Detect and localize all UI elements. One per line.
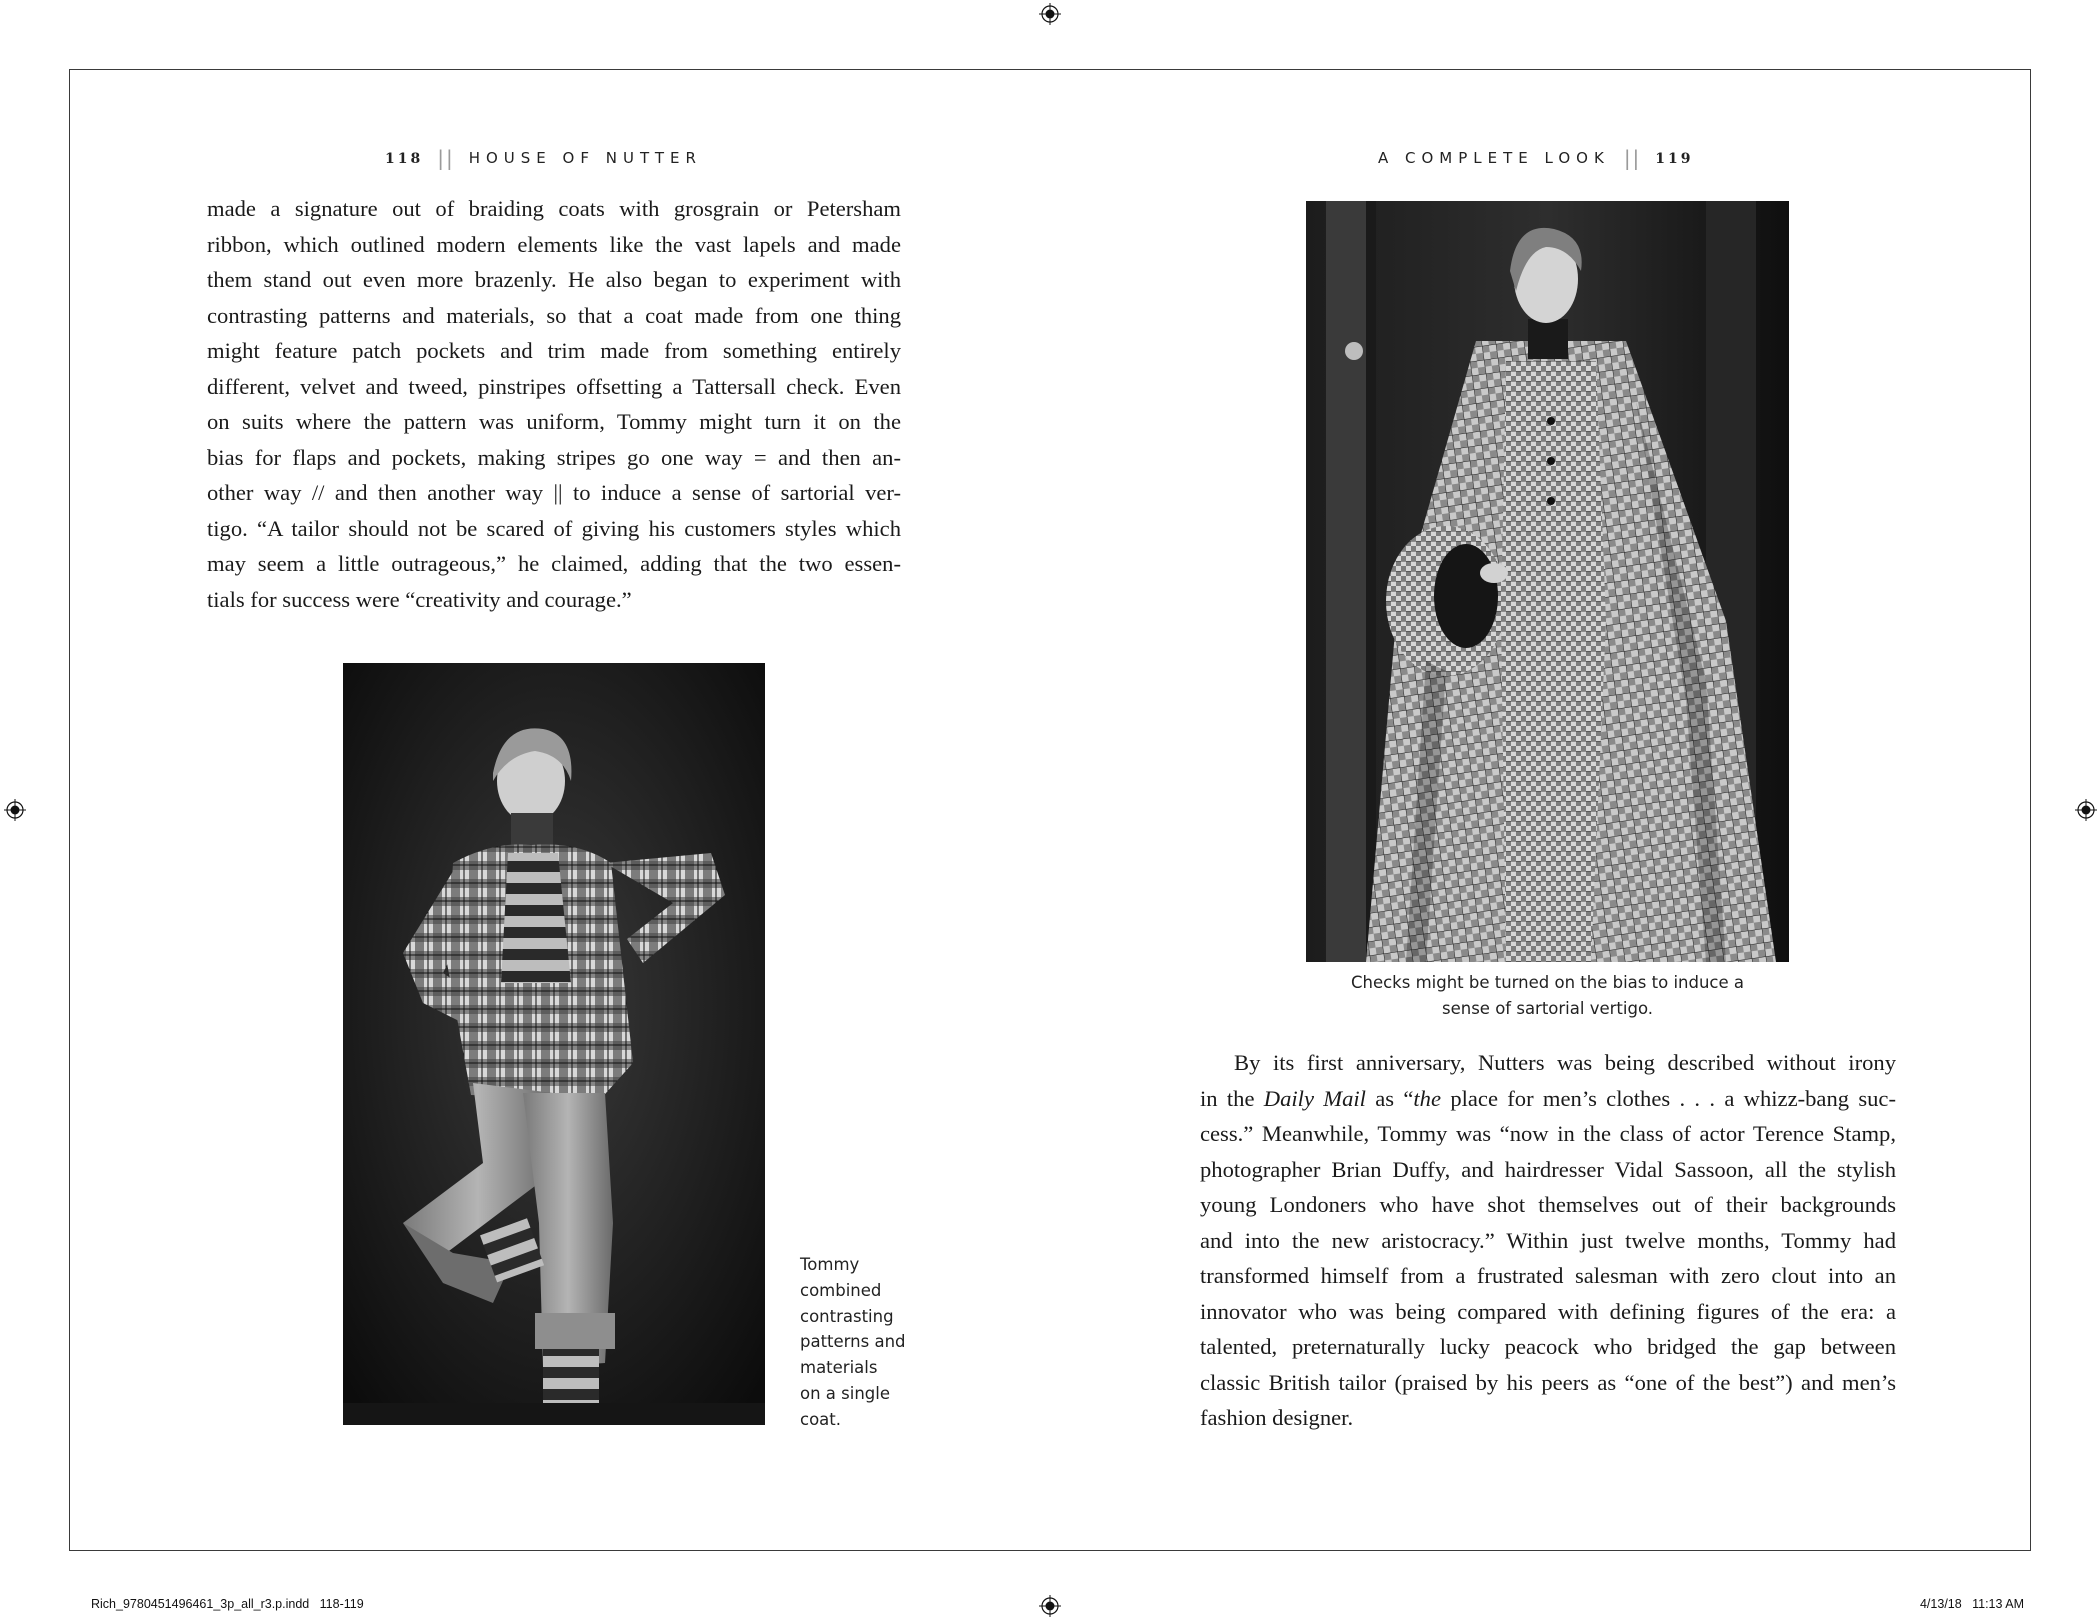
left-running-title: HOUSE OF NUTTER [468,149,702,167]
text-line: them stand out even more brazenly. He also began to experiment with [207,267,901,292]
text-run: place for men’s clothes . . . a whizz-bang suc- [1441,1085,1896,1111]
divider-bars: || [1623,146,1642,170]
caption-line: Tommy [800,1255,860,1274]
text-line: and into the new aristocracy.” Within just twelve months, Tommy had [1200,1227,1896,1253]
caption-line: patterns and [800,1332,906,1352]
left-running-head [385,146,702,170]
right-running-title: A COMPLETE LOOK [1378,149,1610,167]
divider-bars: || [437,146,455,170]
caption-line: sense of sartorial vertigo. [1442,998,1653,1018]
text-line: classic British tailor (praised by his peers as “one of the best”) and men’s [1200,1369,1896,1395]
registration-mark-icon [4,799,26,821]
text-line: transformed himself from a frustrated salesman with zero clout into an [1200,1263,1896,1288]
right-running-head [1378,146,1694,170]
slug-timestamp: 4/13/18 11:13 AM [1919,1597,2024,1611]
text-line: photographer Brian Duffy, and hairdresser Vidal Sassoon, all the stylish [1200,1156,1896,1182]
text-run: in the [1200,1085,1264,1111]
text-line: By its first anniversary, Nutters was being described without irony [1234,1050,1896,1075]
photo-checked-cape-suit [1306,201,1789,962]
text-line: may seem a little outrageous,” he claimed, adding that the two essen- [207,551,901,576]
text-line: fashion designer. [1200,1405,1354,1430]
text-line: bias for flaps and pockets, making stripes go one way = and then an- [207,444,901,470]
text-line: tigo. “A tailor should not be scared of giving his customers styles which [207,515,901,541]
text-line: talented, preternaturally lucky peacock who bridged the gap between [1200,1334,1896,1359]
text-line: innovator who was being compared with defining figures of the era: a [1200,1298,1896,1324]
right-photo-caption [1340,970,1755,1022]
registration-mark-icon [1039,3,1061,25]
text-line: made a signature out of braiding coats with grosgrain or Petersham [207,196,901,221]
caption-line: combined [800,1280,882,1300]
left-photo-caption [800,1252,920,1433]
slug-filename: Rich_9780451496461_3p_all_r3.p.indd 118-119 [91,1597,364,1611]
text-line: other way // and then another way || to induce a sense of sartorial ver- [207,480,901,505]
text-run: as “ [1365,1085,1414,1111]
caption-line: Checks might be turned on the bias to induce a [1350,973,1744,992]
text-line: ribbon, which outlined modern elements like the vast lapels and made [207,231,901,257]
text-line: tials for success were “creativity and courage.” [207,586,632,612]
photo-tommy-checked-jacket [343,663,765,1425]
right-body-paragraph [1200,1045,1896,1436]
left-body-paragraph [207,191,901,617]
registration-mark-icon [1039,1595,1061,1617]
caption-line: coat. [800,1409,841,1429]
left-page-number: 118 [385,151,424,167]
italic-title: Daily Mail [1263,1085,1366,1111]
italic-emphasis: the [1413,1085,1442,1111]
text-line [1200,1081,1896,1117]
caption-line: contrasting [800,1306,894,1326]
registration-mark-icon [2075,799,2097,821]
text-line: on suits where the pattern was uniform, Tommy might turn it on the [207,409,901,434]
text-line: young Londoners who have shot themselves out of their backgrounds [1200,1192,1896,1217]
text-line: different, velvet and tweed, pinstripes offsetting a Tattersall check. Even [207,373,901,399]
right-page-number: 119 [1655,151,1694,167]
caption-line: materials [800,1358,878,1378]
text-line: contrasting patterns and materials, so that a coat made from one thing [207,302,901,328]
text-line: might feature patch pockets and trim made from something entirely [207,338,901,363]
text-line: cess.” Meanwhile, Tommy was “now in the class of actor Terence Stamp, [1200,1121,1896,1146]
caption-line: on a single [800,1383,891,1403]
